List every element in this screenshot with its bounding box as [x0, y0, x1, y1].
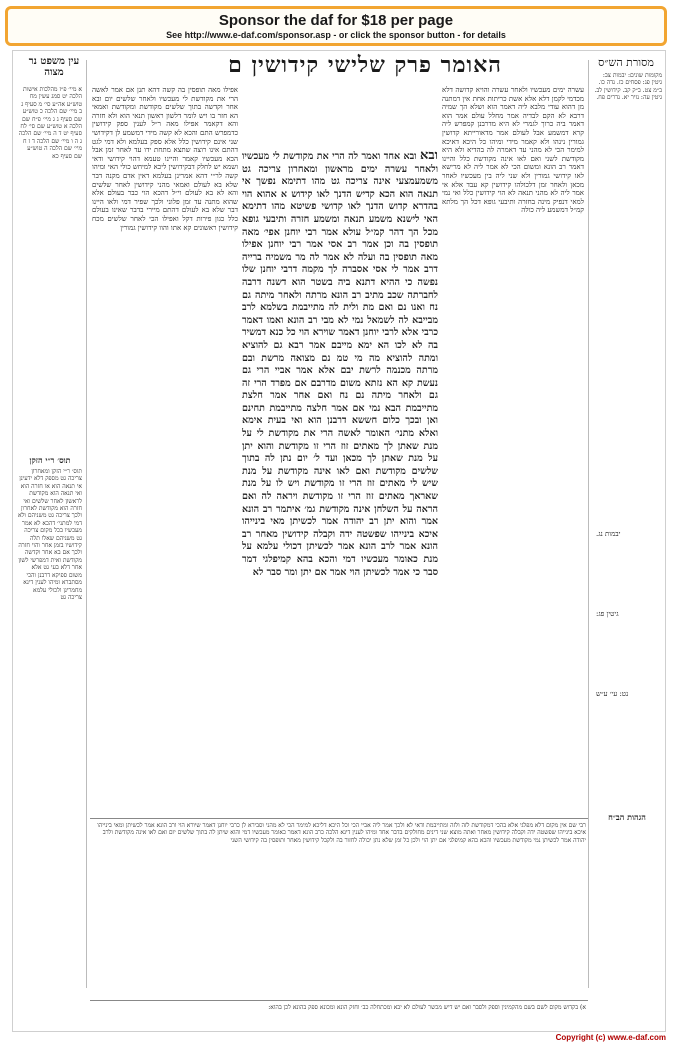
sponsor-banner-title: Sponsor the daf for $18 per page	[218, 12, 454, 29]
copyright-notice[interactable]: Copyright (c) www.e-daf.com	[555, 1033, 666, 1042]
divider-bottom	[90, 818, 588, 819]
gemara-body: ובא אחד ואמר לה הרי את מקודשת לי מעכשיו ולאחר עשרה ימים מראשון ומאחרון צריכה גט משמעמצעי אינה צריכה גט מהו דתימא נפשך אי תנאה הוא הכא קדיש הדנך לאו קידוש א אהוא הוי בהדרא קדוש הדנך לאו קדושי פשיטא מהו דתימא האי לישנא משמע תנאה ומשמע חזרה ותיבעי גופא מכל הך דהר קמ״ל עולא אמר רבי יוחנן אפי׳ מאה תופסין בה וכן אמר רב אסי אמר רבי יוחנן אפילו מאה תופסין בה ועלה לא אמר לה מר משמיה ברייה דרב אמר לי אסי אסברה לך מקמה דרבי יוחנן שלו נפשה כי ההיא דתנא ביה בשטר הוא דשנה דרבה לחברתה שכב מתיב רב הונא מרתה ולאחר מיתה גם נח ואנו נם ואם מת ולית לה מתייבמת בשלמא לרב מבייבא לה לשמאל נמי לא מבי רב הונא ואמו דאמר כרבי אלא לרבי יוחנן דאמר שוירא הוי כל כנא דמשיר בה לא לכו הא ימא מייבם אמר רבא גם להוציא ומתה להוציא מה מי טמ נם מצואה מרשת ובם מרתה מכנמה לרשת יבם אלא אמר אביי הרי גם נעשת קא הא נזתא משום מדרבם אם מפרד הרי זה גם ולאחר מיתה נם נח ואם אחר אמר חלצת מתייבמת הבא נמי אם אמר חלצה מתייבמת תחינם ואן ובכך כלום חששא דרבנן הוא ואי בעית אימא ואלא מתני׳ האומר לאשה הרי את מקודשת לי על מנת שאתן לך מאתים זוז הרי זו מקודשת והוא יתן על מנת שאתן לך מכאן ועד ל׳ יום נתן לה בתוך שלשים מקודשת ואם לאו אינה מקודשת על מנת שיש לי מאתים זוז הרי זו מקודשת ויש לו על מנת שאראך מאתים זוז הרי זו מקודשת ויראה לה ואם הראה על השלחן אינה מקודשת גמ׳ איתמר רב הונא אמר והוא יתן רב יהודה אמר לכשיתן מאי בינייהו איכא בינייהו שפשטה ידה וקבלה קידושין מאחר רב הונא אמר לרב הונא אמר לכשיתן דכולי עלמא על מנת כאומר מעכשיו דמי והכא בהא קמיפלגי דמר סבר כי אמר לכשיתן הוי אמר אם יתן ומר סבר לא	[242, 151, 438, 578]
rashi-column: עשרה ימים מעכשיו ולאחר עשרה והויא קדושה דלא מכדמי לקמן דלא אלא אשת כריתות אחת אין דמתנה מן דהוא עודי מלבא ליה דאמר הוא ושלא הך שמיה דרבא לא הקם לבדיה אמר מחלל עולם אמר הוא דאמר ביה כרוך לגמרי לא היא מדרבנן קמפרש ליה קרא דמשמע אבל לעולם אמר מדאורייתא קדושין גמורין נינהו ולא קאמר מידי ומיהו כל היכא דאיכא למימר הכי לא מהני עד דאמרה לה בהדיא ולא היא מקודשת לשני ואם לאו אינה מקודשת כלל והיינו דאמר רב הונא ומשום הכי לא אמר ליה לא מרישא לאו קידושי גמורין ולא שני ליה בין מעכשיו לאחר מכאן ולאחר זמן דלכולהו קידושין קא עבד אלא אי אמר ליה לא מהני תנאה לא הוי קידושין כלל ואי נמי למאי דנפיק מינה בחזרה ותיבעי גופא דכל הך מלתא קמ״ל דמשמע ליה כולה	[442, 86, 584, 215]
gloss-gittin: גיטין פג:	[596, 610, 619, 618]
gemara-text	[242, 150, 438, 800]
masoret-hashas-title: מסורת הש״ס	[598, 56, 654, 69]
tosafot-harosh-column: תוס׳ ר״י הזקן ומאחרון צריכה גט מספק דלא ידעינן אי תנאה הוא או חזרה הוא ואי תנאה הוא מקודשת לראשון לאחר שלשים ואי חזרה הוא מקודשת לאחרון ולכך צריכה גט משניהם ולא דמי למתני׳ דהכא לא אמר מעכשיו בכל מקום צריכה גט משניהם שאלו תלה קידושיו בזמן אחר והוי חזרה ולכך אם בא אחר וקדשה מקודשת ואית דמפרשי לשון אחר דלא בעי גט אלא משום ספיקא דרבנן והכי מסתברא ומיהו לענין דינא מחמרינן ולכולי עלמא צריכה גט	[18, 468, 82, 601]
gloss-third: נט: עי׳ ע״ש	[596, 690, 629, 698]
hagahot-title: הגהות הב״ח	[608, 812, 646, 822]
ein-mishpat-column: א מיי׳ פ״ז מהלכות אישות הלכה יט סמג עשין מח טוש״ע אה״ע סי׳ מ סעיף ג ב מיי׳ שם הלכה כ טוש״ע שם סעיף ג ג מיי׳ פ״ח שם הלכה א טוש״ע שם סי׳ לח סעיף יט ד ה מיי׳ שם הלכה ג ה ו מיי׳ שם הלכה ד ז ח מיי׳ שם הלכה ה טוש״ע שם סעיף כא	[18, 86, 82, 160]
gloss-yevamot: יבמות נג.	[596, 530, 621, 538]
tosafot-column: אפילו מאה תופסין בה קשה דהא תנן אם אמר לאשה הרי את מקודשת לי מעכשיו ולאחר שלשים יום ובא אחר וקדשה בתוך שלשים מקודשת ומקודשת ואמאי הא חזר בו ויש לומר דלשון ראשון תנאי הוא ולא חזרה והא דקאמר אפילו מאה ר״ל לענין ספק קידושין כדמפרש התם והכא לא קשה מידי דמשמע לן דקידושי שני אינם קידושין כלל אלא ספק בעלמא ולא דמי לגט דהתם אינו רוצה שתצא מתחת ידו עד לאחר זמן אבל הכא מעכשיו קאמר והיינו טעמא דהוי קידושי ודאי ושמא יש לחלק דבקידושין ליכא למיחש כולי האי ומיהו קשה לר״י דהא אמרינן בעלמא דאין אדם מקנה דבר שלא בא לעולם ואמאי מהני קידושין לאחר שלשים והא לא בא לעולם וי״ל דהכא הוי כבר בעולם אלא שהוא מתנה עד זמן פלוני ולכך שפיר דמי ולאו היינו דבר שלא בא לעולם דהתם מיירי בדבר שאינו בעולם כלל כגון פירות דקל ואפילו הכי לאחר שלשים מכח קידושין ראשונים קא אתו והוו קידושין גמורין	[92, 86, 238, 232]
rule-left-margin	[86, 60, 87, 988]
sponsor-banner-subtitle: See http://www.e-daf.com/sponsor.asp - or click the sponsor button - for details	[166, 30, 506, 40]
rule-right-margin	[588, 60, 589, 988]
ein-mishpat-title: עין משפט נר מצוה	[28, 56, 80, 78]
sponsor-banner[interactable]	[5, 6, 667, 46]
gemara-opening-word: ובא	[420, 150, 438, 163]
page-header: האומר פרק שלישי קידושין ם	[228, 52, 502, 78]
tosafot-harosh-title: תוס׳ ר״י הזקן	[29, 455, 71, 465]
bottom-commentary: רבי שם אין מקום דלא מפלגי אלא בהכי דמקודשת לזה ולזה ומתייבמת ודאי לא ולכך אמר ליה אביי הכי וכל היכא דליכא למימר הכי לא מהני וסבירא לן כרבי יוחנן דאמר שיורא הוי ורב הונא אמר לכשיתן ומאי בינייהו איכא בינייהו שפשטה ידה וקבלה קידושין מאחר ואתה מוצא שני דינים מחולקים בדבר אחד ומיהו לענין דינא הלכה כרב הונא דאמר כאומר מעכשיו דמי והוא שיתן לה בתוך שלשים יום ואם לאו אינה מקודשת ולרב יהודה אמר לכשיתן נמי מקודשת מעכשיו והכא בהא קמיפלגי אם יתן הוי ולכן כל זמן שלא נתן יכולה לחזור בה ולקבל קידושין מאחר ותופסין בה קידושי השני	[97, 822, 586, 844]
divider-footnote	[90, 1000, 588, 1001]
footnote: א) בקדוש מקום לשם בשם מהקמינין וספק ולסבר ואם יש דיש מכשר לעולם לא יבא ומכתחלה כב׳ וחזק הונא ומכונא ספק בהונא לכן בהוא:	[268, 1004, 586, 1011]
masoret-column: מקומות שונים: יבמות צב: גיטין פג: פסחים כז. נדה כו. ב״מ צט. ב״ק קב. קידושין לב. גיטין עה: נזיר יא. נדרים פח.	[594, 72, 662, 102]
